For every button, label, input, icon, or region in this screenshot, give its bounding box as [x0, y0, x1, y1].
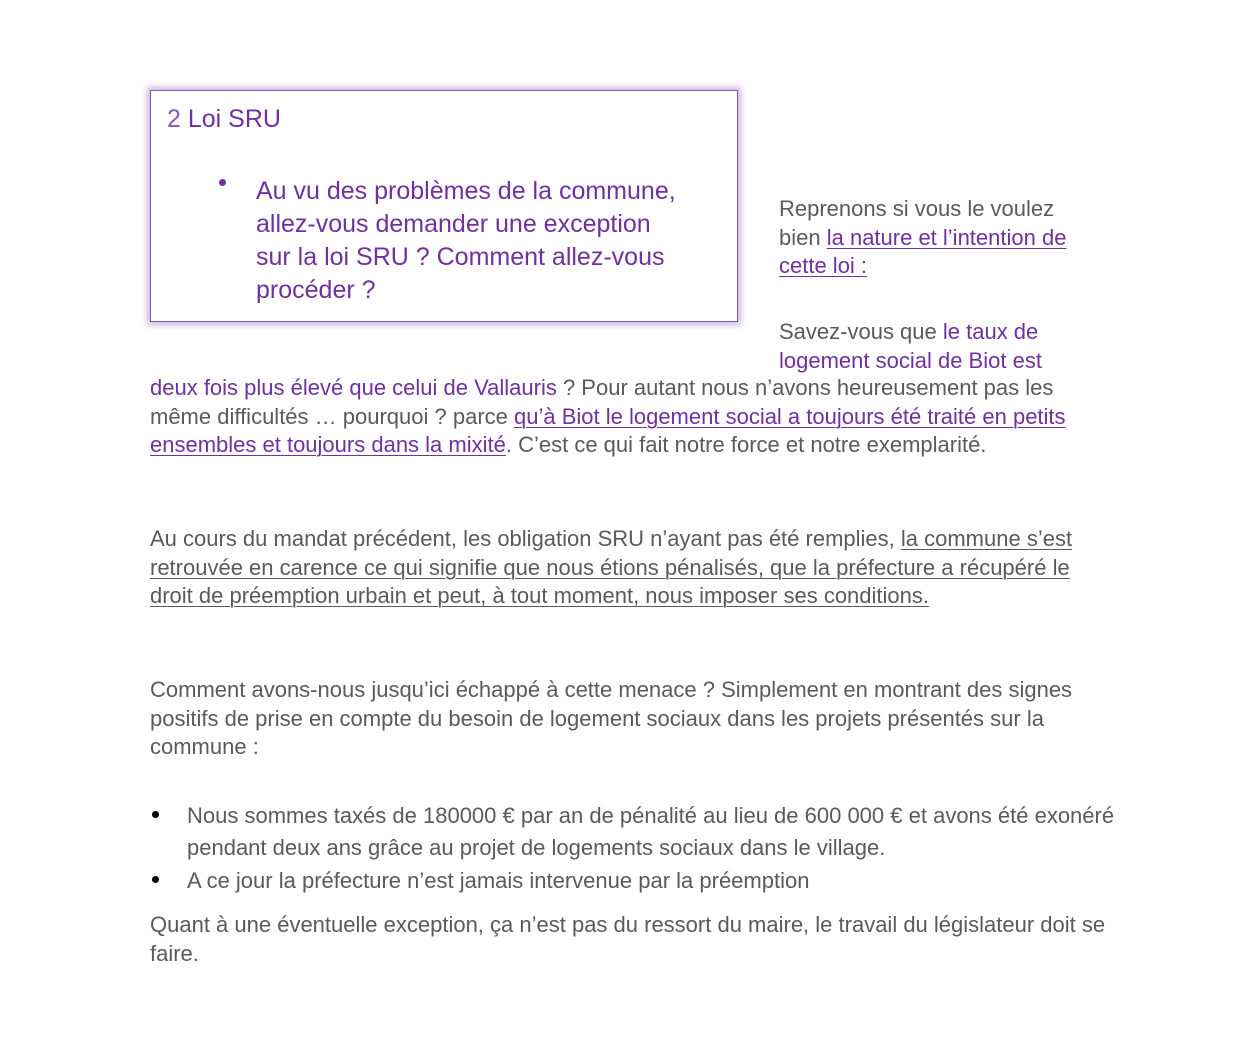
paragraph-menace [150, 676, 1110, 762]
list-item-text: A ce jour la préfecture n’est jamais intervenue par la préemption [187, 868, 810, 893]
paragraph-biot [150, 374, 1110, 460]
intro-text: Reprenons si vous le voulez bien [779, 196, 1055, 250]
question-box [150, 90, 738, 322]
intro-block [779, 195, 1079, 281]
question-title [167, 105, 281, 134]
intro-link[interactable]: la nature et l’intention de cette loi : [779, 224, 1067, 278]
biot-link[interactable]: qu’à Biot le logement social a toujours été traité en petits ensembles et toujours dans la mixité [150, 403, 1066, 457]
menace-text: Comment avons-nous jusqu’ici échappé à cette menace ? Simplement en montrant des signes positifs de prise en compte du besoin de logement sociaux dans les projets présentés sur la commune : [150, 677, 1073, 759]
carence-text: Au cours du mandat précédent, les obligation SRU n’ayant pas été remplies, [150, 526, 901, 551]
list-item [150, 800, 1125, 863]
question-number: 2 [167, 105, 181, 133]
carence-underlined: la commune s’est retrouvée en carence ce qui signifie que nous étions pénalisés, que la préfecture a récupéré le droit de préemption urbain et peut, à tout moment, nous imposer ses conditions. [150, 526, 1073, 608]
biot-highlight: deux fois plus élevé que celui de Vallauris [150, 375, 557, 400]
paragraph-carence [150, 525, 1110, 611]
list-item-text: Nous sommes taxés de 180000 € par an de pénalité au lieu de 600 000 € et avons été exonéré pendant deux ans grâce au projet de logements sociaux dans le village. [187, 803, 1115, 860]
bullet-icon [152, 876, 159, 883]
exception-text: Quant à une éventuelle exception, ça n’est pas du ressort du maire, le travail du législateur doit se faire. [150, 912, 1106, 966]
biot-text-b: . C’est ce qui fait notre force et notre exemplarité. [505, 432, 987, 457]
savez-text: Savez-vous que [779, 319, 943, 344]
bullet-icon [219, 179, 226, 186]
paragraph-exception [150, 911, 1110, 968]
savez-highlight: le taux de logement social de Biot est [779, 319, 1042, 373]
bullet-list [150, 800, 1125, 899]
question-text: Au vu des problèmes de la commune, allez-vous demander une exception sur la loi SRU ? Comment allez-vous procéder ? [256, 177, 676, 304]
list-item [150, 865, 1125, 897]
bullet-icon [152, 811, 159, 818]
question-title-text: Loi SRU [187, 105, 281, 133]
savez-block [779, 318, 1079, 375]
biot-text-a: ? Pour autant nous n’avons heureusement pas les même difficultés … pourquoi ? parce [150, 375, 1054, 429]
